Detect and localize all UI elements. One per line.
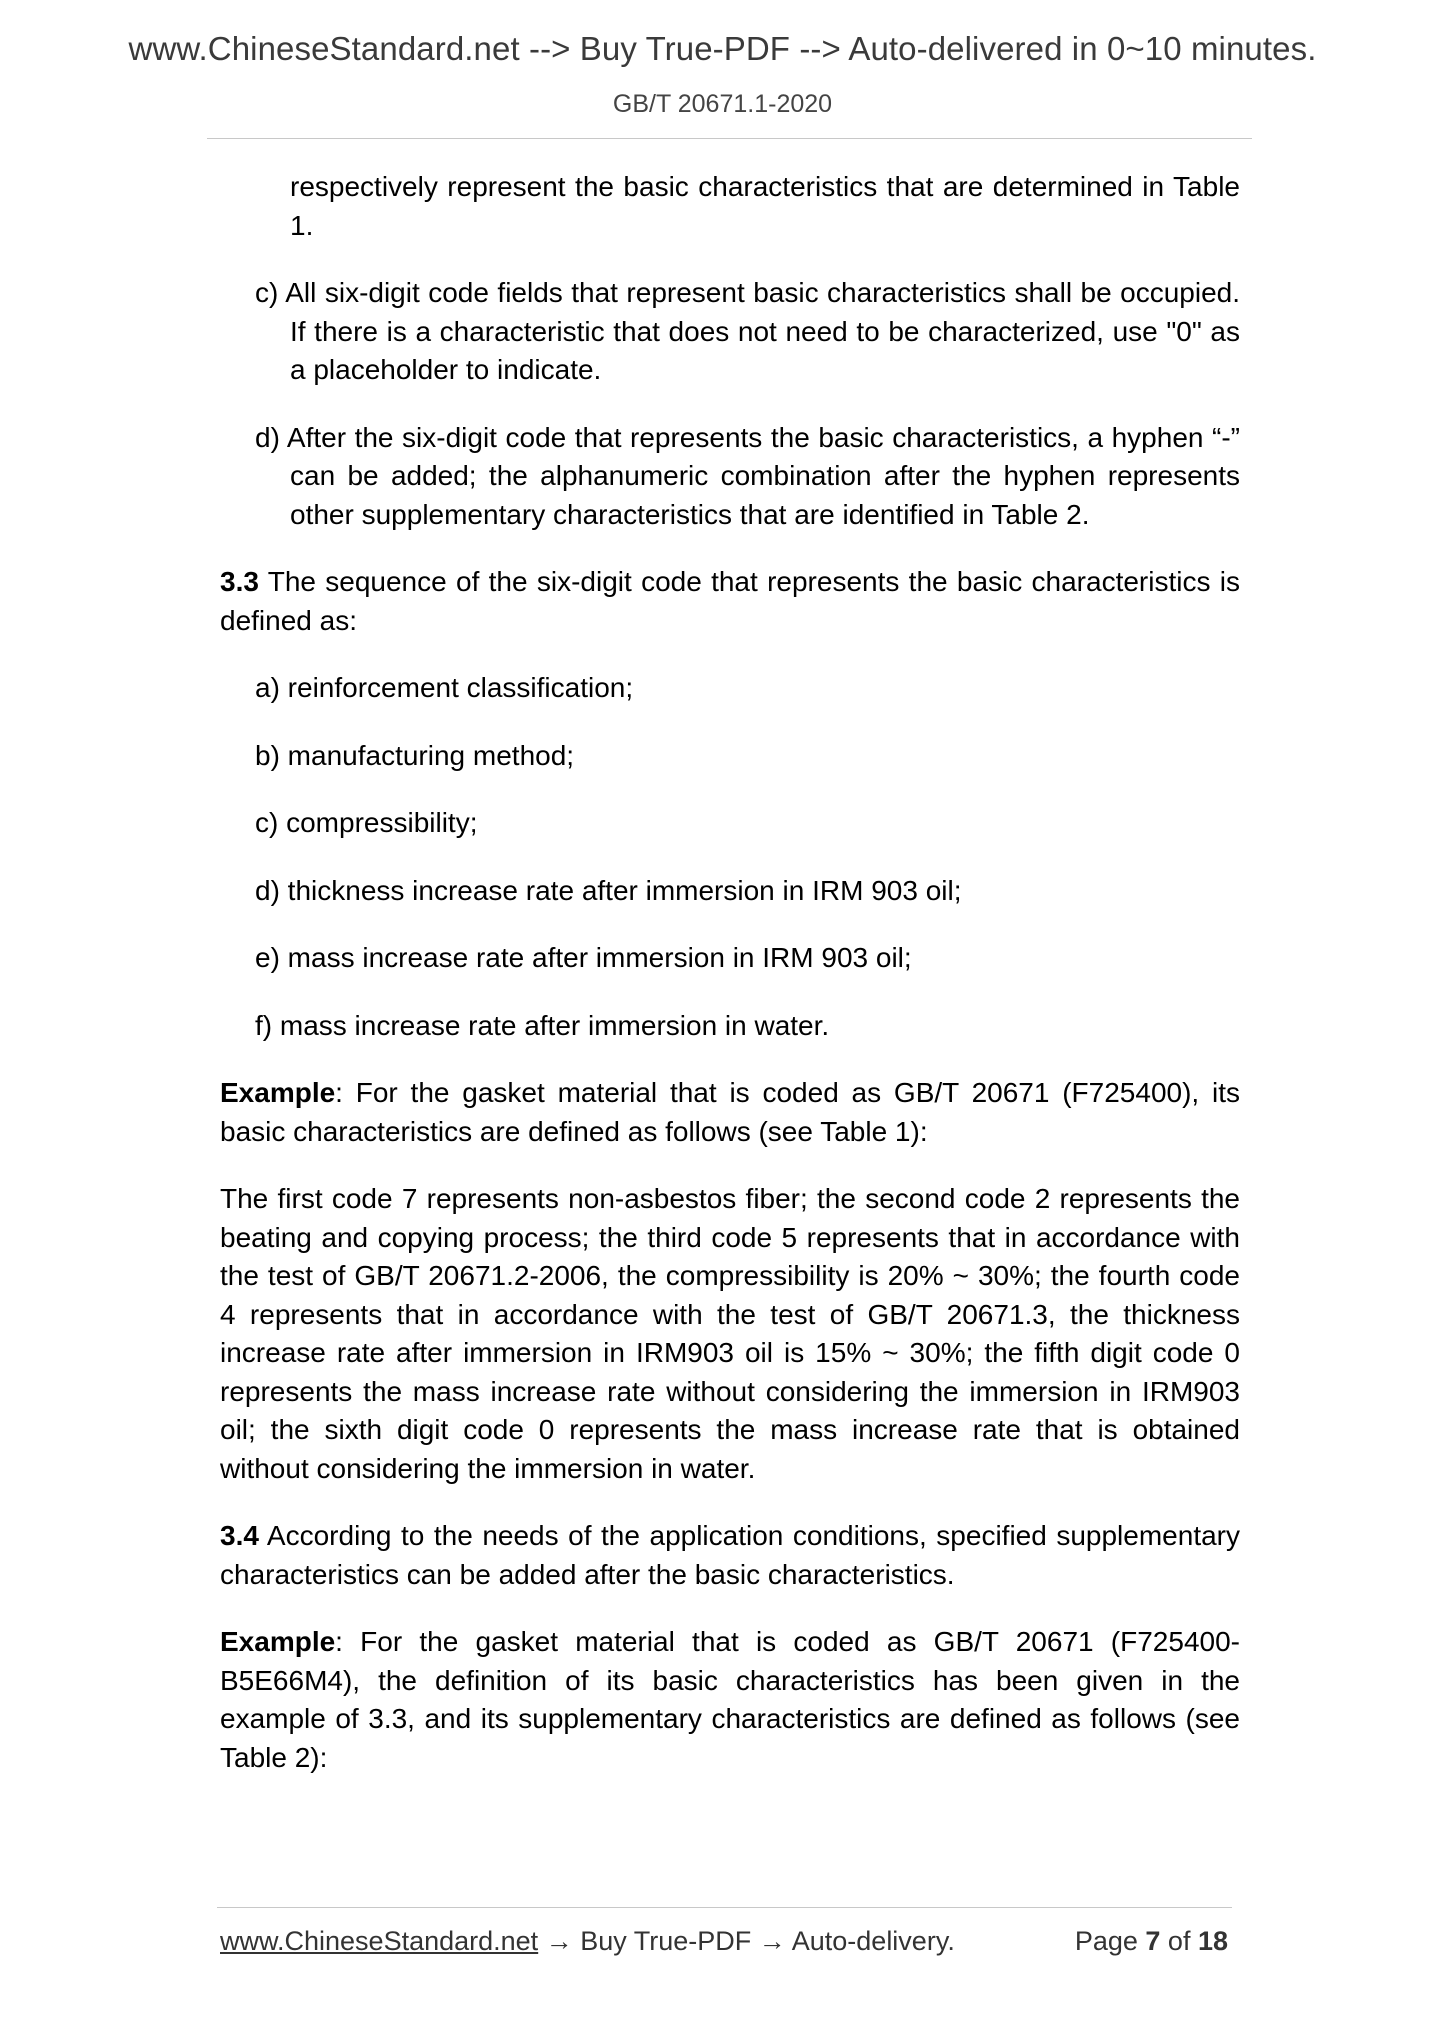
page-of-label: of xyxy=(1160,1926,1198,1956)
header-divider xyxy=(207,138,1252,139)
document-body xyxy=(220,168,1240,1806)
example-text: : For the gasket material that is coded as GB/T 20671 (F725400-B5E66M4), the definition of its basic characteristics has been given in the example of 3.3, and its supplementary characteristics are defined as follows (see Table 2): xyxy=(220,1626,1240,1773)
example-label: Example xyxy=(220,1077,336,1108)
sequence-item-f: f) mass increase rate after immersion in water. xyxy=(255,1009,830,1041)
example-text: : For the gasket material that is coded as GB/T 20671 (F725400), its basic characteristics are defined as follows (see Table 1): xyxy=(220,1077,1240,1147)
sequence-item-e: e) mass increase rate after immersion in IRM 903 oil; xyxy=(255,942,912,973)
example-label: Example xyxy=(220,1626,336,1657)
section-text: The sequence of the six-digit code that represents the basic characteristics is defined as: xyxy=(220,566,1240,636)
page-total: 18 xyxy=(1197,1926,1228,1956)
footer-promo-text: → Buy True-PDF → Auto-delivery. xyxy=(538,1926,955,1956)
sequence-item-c: c) compressibility; xyxy=(255,807,478,838)
site-banner: www.ChineseStandard.net --> Buy True-PDF --> Auto-delivered in 0~10 minutes. xyxy=(128,30,1317,67)
footer-promo xyxy=(220,1926,955,1957)
sequence-item-d: d) thickness increase rate after immersion in IRM 903 oil; xyxy=(255,874,962,906)
section-number: 3.3 xyxy=(220,566,259,597)
page-indicator xyxy=(1075,1926,1228,1957)
page-number: 7 xyxy=(1145,1926,1161,1956)
item-c: c) All six-digit code fields that represent basic characteristics shall be occupied. If there is a characteristic that does not need to be characterized, use "0" as a placeholder to indicate. xyxy=(255,277,1240,385)
section-3-4 xyxy=(220,1517,1240,1594)
section-3-3 xyxy=(220,563,1240,640)
item-b-continuation: respectively represent the basic characteristics that are determined in Table 1. xyxy=(290,171,1240,241)
item-d: d) After the six-digit code that represents the basic characteristics, a hyphen “-” can be added; the alphanumeric combination after the hyphen represents other supplementary characteristics that are identified in Table 2. xyxy=(255,421,1240,530)
sequence-item-b: b) manufacturing method; xyxy=(255,739,575,771)
footer-divider xyxy=(217,1907,1232,1908)
site-link[interactable]: www.ChineseStandard.net xyxy=(220,1926,539,1956)
section-text: According to the needs of the application conditions, specified supplementary characteristics can be added after the basic characteristics. xyxy=(220,1520,1240,1590)
example-2 xyxy=(220,1623,1240,1777)
document-number: GB/T 20671.1-2020 xyxy=(612,90,833,118)
example-1 xyxy=(220,1074,1240,1151)
example-1-explanation: The first code 7 represents non-asbestos fiber; the second code 2 represents the beating and copying process; the third code 5 represents that in accordance with the test of GB/T 20671.2-2006, the compressibility is 20% ~ 30%; the fourth code 4 represents that in accordance with the test of GB/T 20671.3, the thickness increase rate after immersion in IRM903 oil is 15% ~ 30%; the fifth digit code 0 represents the mass increase rate without considering the immersion in IRM903 oil; the sixth digit code 0 represents the mass increase rate that is obtained without considering the immersion in water. xyxy=(220,1183,1240,1484)
sequence-item-a: a) reinforcement classification; xyxy=(255,672,634,703)
page-label: Page xyxy=(1074,1926,1146,1956)
section-number: 3.4 xyxy=(220,1520,259,1551)
